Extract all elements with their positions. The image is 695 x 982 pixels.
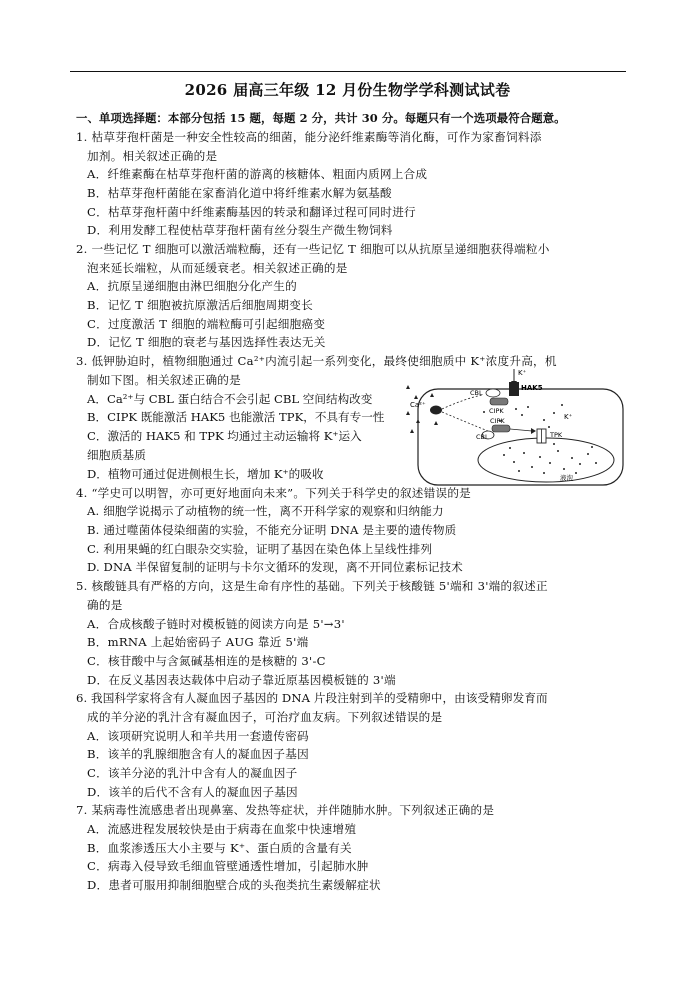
cbl-label-1: CBL xyxy=(470,389,483,397)
q7-option-d: D．患者可服用抑制细胞壁合成的头孢类抗生素缓解症状 xyxy=(87,878,381,892)
q6-option-b: B．该羊的乳腺细胞含有人的凝血因子基因 xyxy=(87,747,309,761)
q4-stem: 4. “学史可以明智，亦可更好地面向未来”。下列关于科学史的叙述错误的是 xyxy=(76,486,472,500)
q5-option-c: C．核苷酸中与含氮碱基相连的是核糖的 3'-C xyxy=(87,654,326,668)
q4-option-c: C. 利用果蝇的红白眼杂交实验，证明了基因在染色体上呈线性排列 xyxy=(87,542,433,556)
vacuole-label: 液泡 xyxy=(560,474,573,482)
vacuole xyxy=(478,438,614,482)
q3-option-b: B．CIPK 既能激活 HAK5 也能激活 TPK，不具有专一性 xyxy=(87,410,385,424)
q4-option-a: A. 细胞学说揭示了动植物的统一性，离不开科学家的观察和归纳能力 xyxy=(87,504,444,518)
q4-option-d: D. DNA 半保留复制的证明与卡尔文循环的发现，离不开同位素标记技术 xyxy=(87,560,463,574)
q6-option-a: A．该项研究说明人和羊共用一套遗传密码 xyxy=(87,729,309,743)
q1-stem-cont: 加剂。相关叙述正确的是 xyxy=(87,149,218,163)
q2-stem-cont: 泡来延长端粒，从而延缓衰老。相关叙述正确的是 xyxy=(87,261,348,275)
q6-option-c: C．该羊分泌的乳汁中含有人的凝血因子 xyxy=(87,766,298,780)
q5-option-d: D．在反义基因表达载体中启动子靠近原基因模板链的 3'端 xyxy=(87,673,396,687)
q4-option-b: B. 通过噬菌体侵染细菌的实验，不能充分证明 DNA 是主要的遗传物质 xyxy=(87,523,457,537)
q7-stem: 7. 某病毒性流感患者出现鼻塞、发热等症状，并伴随肺水肿。下列叙述正确的是 xyxy=(76,803,495,817)
q3-stem-cont: 制如下图。相关叙述正确的是 xyxy=(87,373,241,387)
section-heading: 一、单项选择题：本部分包括 15 题，每题 2 分，共计 30 分。每题只有一个选项最符合题意。 xyxy=(76,111,566,125)
ca-label: Ca²⁺ xyxy=(410,401,426,409)
q5-option-a: A．合成核酸子链时对模板链的阅读方向是 5'→3' xyxy=(87,617,345,631)
q3-option-a: A．Ca²⁺与 CBL 蛋白结合不会引起 CBL 空间结构改变 xyxy=(87,392,373,406)
q1-option-a: A．纤维素酶在枯草芽孢杆菌的游离的核糖体、粗面内质网上合成 xyxy=(87,167,428,181)
vacuole-dots xyxy=(503,443,597,474)
q3-stem: 3. 低钾胁迫时，植物细胞通过 Ca²⁺内流引起一系列变化，最终使细胞质中 K⁺浓度升高，机 xyxy=(76,354,557,368)
q7-option-c: C．病毒入侵导致毛细血管壁通透性增加，引起肺水肿 xyxy=(87,859,369,873)
k-channel-diagram xyxy=(404,363,626,488)
q1-option-d: D．利用发酵工程使枯草芽孢杆菌有丝分裂生产微生物饲料 xyxy=(87,223,393,237)
q5-option-b: B．mRNA 上起始密码子 AUG 靠近 5'端 xyxy=(87,635,309,649)
q6-stem-cont: 成的羊分泌的乳汁含有凝血因子，可治疗血友病。下列叙述错误的是 xyxy=(87,710,443,724)
q7-option-b: B．血浆渗透压大小主要与 K⁺、蛋白质的含量有关 xyxy=(87,841,352,855)
q3-option-c: C．激活的 HAK5 和 TPK 均通过主动运输将 K⁺运入 xyxy=(87,429,362,443)
cell-outline xyxy=(418,389,623,485)
q1-option-b: B．枯草芽孢杆菌能在家畜消化道中将纤维素水解为氨基酸 xyxy=(87,186,392,200)
ca-channel xyxy=(430,406,442,415)
q5-stem-cont: 确的是 xyxy=(87,598,123,612)
cbl-label-2: CBL xyxy=(476,433,489,441)
tpk-label: TPK xyxy=(550,431,563,439)
k-mid-label: K⁺ xyxy=(564,413,573,421)
k-top-label: K⁺ xyxy=(518,369,527,377)
page-title: 2026 届高三年级 12 月份生物学学科测试试卷 xyxy=(184,81,511,99)
q2-option-c: C．过度激活 T 细胞的端粒酶可引起细胞癌变 xyxy=(87,317,326,331)
q3-option-c-cont: 细胞质基质 xyxy=(87,448,147,462)
q6-option-d: D．该羊的后代不含有人的凝血因子基因 xyxy=(87,785,298,799)
q2-option-d: D．记忆 T 细胞的衰老与基因选择性表达无关 xyxy=(87,335,326,349)
q3-option-d: D．植物可通过促进侧根生长，增加 K⁺的吸收 xyxy=(87,467,324,481)
q1-option-c: C．枯草芽孢杆菌中纤维素酶基因的转录和翻译过程可同时进行 xyxy=(87,205,416,219)
top-rule xyxy=(70,71,626,72)
q1-stem: 1. 枯草芽孢杆菌是一种安全性较高的细菌，能分泌纤维素酶等消化酶，可作为家畜饲料添 xyxy=(76,130,542,144)
q2-option-b: B．记忆 T 细胞被抗原激活后细胞周期变长 xyxy=(87,298,313,312)
q5-stem: 5. 核酸链具有严格的方向，这是生命有序性的基础。下列关于核酸链 5'端和 3'端的叙述正 xyxy=(76,579,548,593)
q7-option-a: A．流感进程发展较快是由于病毒在血浆中快速增殖 xyxy=(87,822,357,836)
cipk-label-1: CIPK xyxy=(489,407,504,415)
q2-stem: 2. 一些记忆 T 细胞可以激活端粒酶，还有一些记忆 T 细胞可以从抗原呈递细胞获得端粒小 xyxy=(76,242,550,256)
q6-stem: 6. 我国科学家将含有人凝血因子基因的 DNA 片段注射到羊的受精卵中，由该受精卵发育而 xyxy=(76,691,548,705)
hak5-label: HAK5 xyxy=(521,384,543,392)
cipk-label-2: CIPK xyxy=(490,417,505,425)
q2-option-a: A．抗原呈递细胞由淋巴细胞分化产生的 xyxy=(87,279,297,293)
